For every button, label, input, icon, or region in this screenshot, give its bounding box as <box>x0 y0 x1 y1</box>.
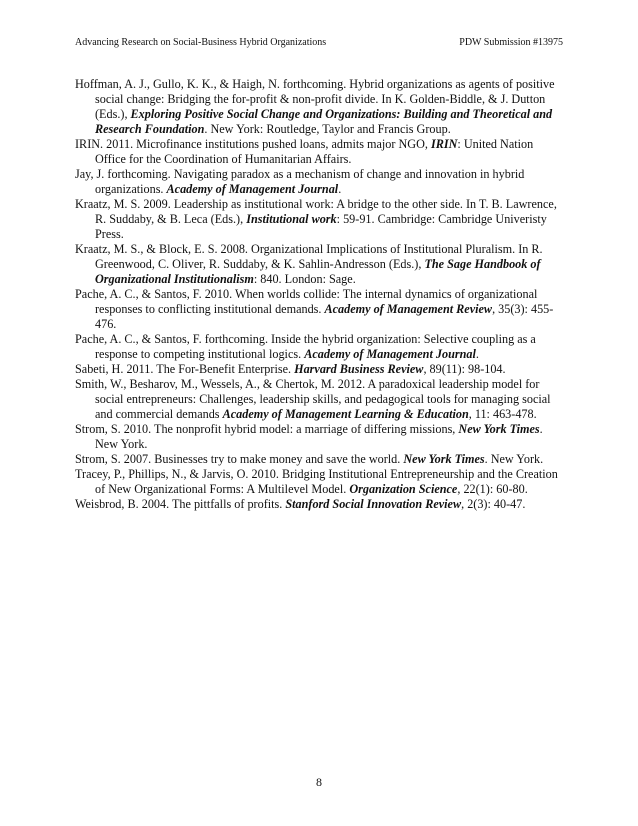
reference-text: IRIN. 2011. Microfinance institutions pushed loans, admits major NGO, <box>75 137 431 151</box>
reference-entry <box>75 77 565 137</box>
reference-source: Harvard Business Review <box>294 362 424 376</box>
reference-text: Pache, A. C., & Santos, F. forthcoming. Inside the hybrid organization: Selective coupling as a response to competing institutional logics. <box>75 332 536 361</box>
reference-source: Academy of Management Review <box>324 302 493 316</box>
reference-source: Exploring Positive Social Change and Organizations: Building and Theoretical and Research Foundation <box>95 107 553 136</box>
reference-entry <box>75 422 565 452</box>
reference-entry <box>75 362 565 377</box>
reference-text: : 840. London: Sage. <box>253 272 356 286</box>
reference-text: : 59-91. Cambridge: Cambridge Univeristy Press. <box>95 212 547 241</box>
reference-text: : United Nation Office for the Coordination of Humanitarian Affairs. <box>95 137 534 166</box>
reference-text: . New York. <box>484 452 544 466</box>
reference-source: Academy of Management Learning & Education <box>222 407 469 421</box>
reference-text: Jay, J. forthcoming. Navigating paradox as a mechanism of change and innovation in hybrid organizations. <box>75 167 525 196</box>
header-submission-id: PDW Submission #13975 <box>459 37 563 48</box>
reference-source: The Sage Handbook of Organizational Institutionalism <box>95 257 541 286</box>
reference-list <box>75 77 565 512</box>
reference-text: , 2(3): 40-47. <box>461 497 526 511</box>
page-number: 8 <box>316 775 322 789</box>
reference-text: . <box>338 182 342 196</box>
reference-text: Strom, S. 2010. The nonprofit hybrid model: a marriage of differing missions, <box>75 422 459 436</box>
reference-text: , 11: 463-478. <box>468 407 537 421</box>
reference-text: Kraatz, M. S. 2009. Leadership as institutional work: A bridge to the other side. In T. B. Lawrence, R. Suddaby, & B. Leca (Eds.), <box>75 197 557 226</box>
reference-entry <box>75 137 565 167</box>
reference-source: New York Times <box>458 422 540 436</box>
reference-source: New York Times <box>403 452 485 466</box>
reference-text: , 89(11): 98-104. <box>423 362 506 376</box>
reference-text: Tracey, P., Phillips, N., & Jarvis, O. 2010. Bridging Institutional Entrepreneurship and the Creation of New Organizational Forms: A Multilevel Model. <box>75 467 558 496</box>
reference-text: , 35(3): 455-476. <box>95 302 554 331</box>
reference-text: Hoffman, A. J., Gullo, K. K., & Haigh, N. forthcoming. Hybrid organizations as agents of positive social change: Bridging the for-profit & non-profit divide. In K. Golden-Biddle, & J. Dutton (Eds.), <box>75 77 555 121</box>
reference-text: . New York: Routledge, Taylor and Francis Group. <box>204 122 451 136</box>
reference-source: Organization Science <box>349 482 458 496</box>
reference-entry <box>75 467 565 497</box>
reference-text: Strom, S. 2007. Businesses try to make money and save the world. <box>75 452 404 466</box>
reference-text: . New York. <box>95 422 543 451</box>
reference-entry <box>75 332 565 362</box>
reference-entry <box>75 497 565 512</box>
reference-text: Kraatz, M. S., & Block, E. S. 2008. Organizational Implications of Institutional Pluralism. In R. Greenwood, C. Oliver, R. Suddaby, & K. Sahlin-Andresson (Eds.), <box>75 242 543 271</box>
reference-text: Weisbrod, B. 2004. The pittfalls of profits. <box>75 497 286 511</box>
reference-entry <box>75 197 565 242</box>
reference-source: Academy of Management Journal <box>304 347 476 361</box>
reference-text: , 22(1): 60-80. <box>457 482 528 496</box>
header-title: Advancing Research on Social-Business Hybrid Organizations <box>75 37 327 48</box>
reference-entry <box>75 377 565 422</box>
reference-source: Stanford Social Innovation Review <box>285 497 462 511</box>
reference-text: Pache, A. C., & Santos, F. 2010. When worlds collide: The internal dynamics of organizational responses to conflicting institutional demands. <box>75 287 538 316</box>
reference-text: . <box>475 347 479 361</box>
reference-text: Sabeti, H. 2011. The For-Benefit Enterprise. <box>75 362 295 376</box>
reference-source: Academy of Management Journal <box>166 182 339 196</box>
reference-entry <box>75 287 565 332</box>
reference-entry <box>75 452 565 467</box>
reference-entry <box>75 242 565 287</box>
reference-source: IRIN <box>430 137 458 151</box>
reference-entry <box>75 167 565 197</box>
reference-text: Smith, W., Besharov, M., Wessels, A., & Chertok, M. 2012. A paradoxical leadership model for social entrepreneurs: Challenges, leadership skills, and pedagogical tools for managing social and commercial demands <box>75 377 551 421</box>
reference-source: Institutional work <box>246 212 337 226</box>
